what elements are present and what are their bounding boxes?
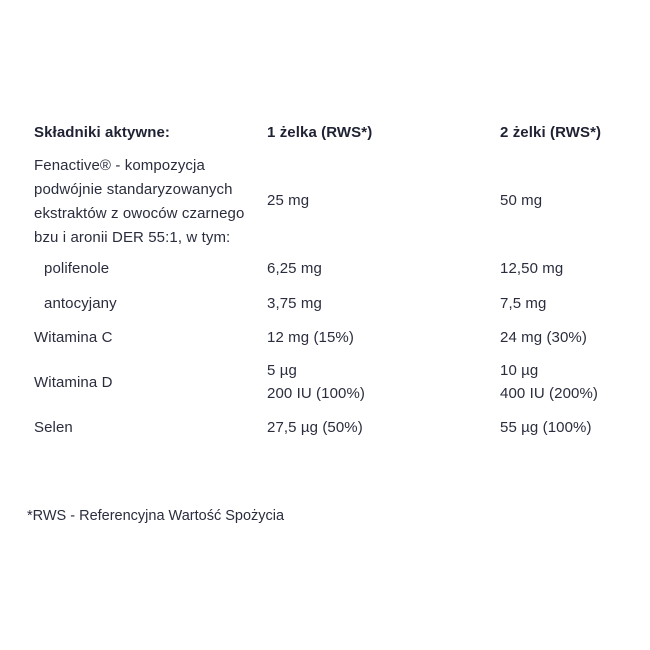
footnote: *RWS - Referencyjna Wartość Spożycia [27,508,285,524]
row-antocyjany-two: 7,5 mg [500,295,547,312]
row-fenactive-name-line-4: bzu i aronii DER 55:1, w tym: [34,229,231,246]
row-vitamin-d-two-line-2: 400 IU (200%) [500,385,599,402]
row-vitamin-c-two: 24 mg (30%) [500,329,587,346]
row-polifenole-name: polifenole [44,260,110,277]
header-one-gummy: 1 żelka (RWS*) [267,124,373,141]
row-selen-two: 55 µg (100%) [500,419,592,436]
row-antocyjany-one: 3,75 mg [267,295,322,312]
row-fenactive-one: 25 mg [267,192,310,209]
row-vitamin-d-name: Witamina D [34,374,113,391]
row-antocyjany-name: antocyjany [44,295,117,312]
row-fenactive-name-line-1: Fenactive® - kompozycja [34,157,205,174]
row-fenactive-name-line-3: ekstraktów z owoców czarnego [34,205,245,222]
row-fenactive-name-line-2: podwójnie standaryzowanych [34,181,233,198]
row-selen-name: Selen [34,419,73,436]
row-polifenole-one: 6,25 mg [267,260,322,277]
row-vitamin-d-two-line-1: 10 µg [500,362,539,379]
row-vitamin-d-one-line-1: 5 µg [267,362,297,379]
header-ingredient: Składniki aktywne: [34,124,171,141]
row-fenactive-two: 50 mg [500,192,543,209]
row-vitamin-c-one: 12 mg (15%) [267,329,354,346]
row-vitamin-c-name: Witamina C [34,329,113,346]
row-vitamin-d-one-line-2: 200 IU (100%) [267,385,366,402]
row-selen-one: 27,5 µg (50%) [267,419,363,436]
row-polifenole-two: 12,50 mg [500,260,564,277]
header-two-gummies: 2 żelki (RWS*) [500,124,602,141]
